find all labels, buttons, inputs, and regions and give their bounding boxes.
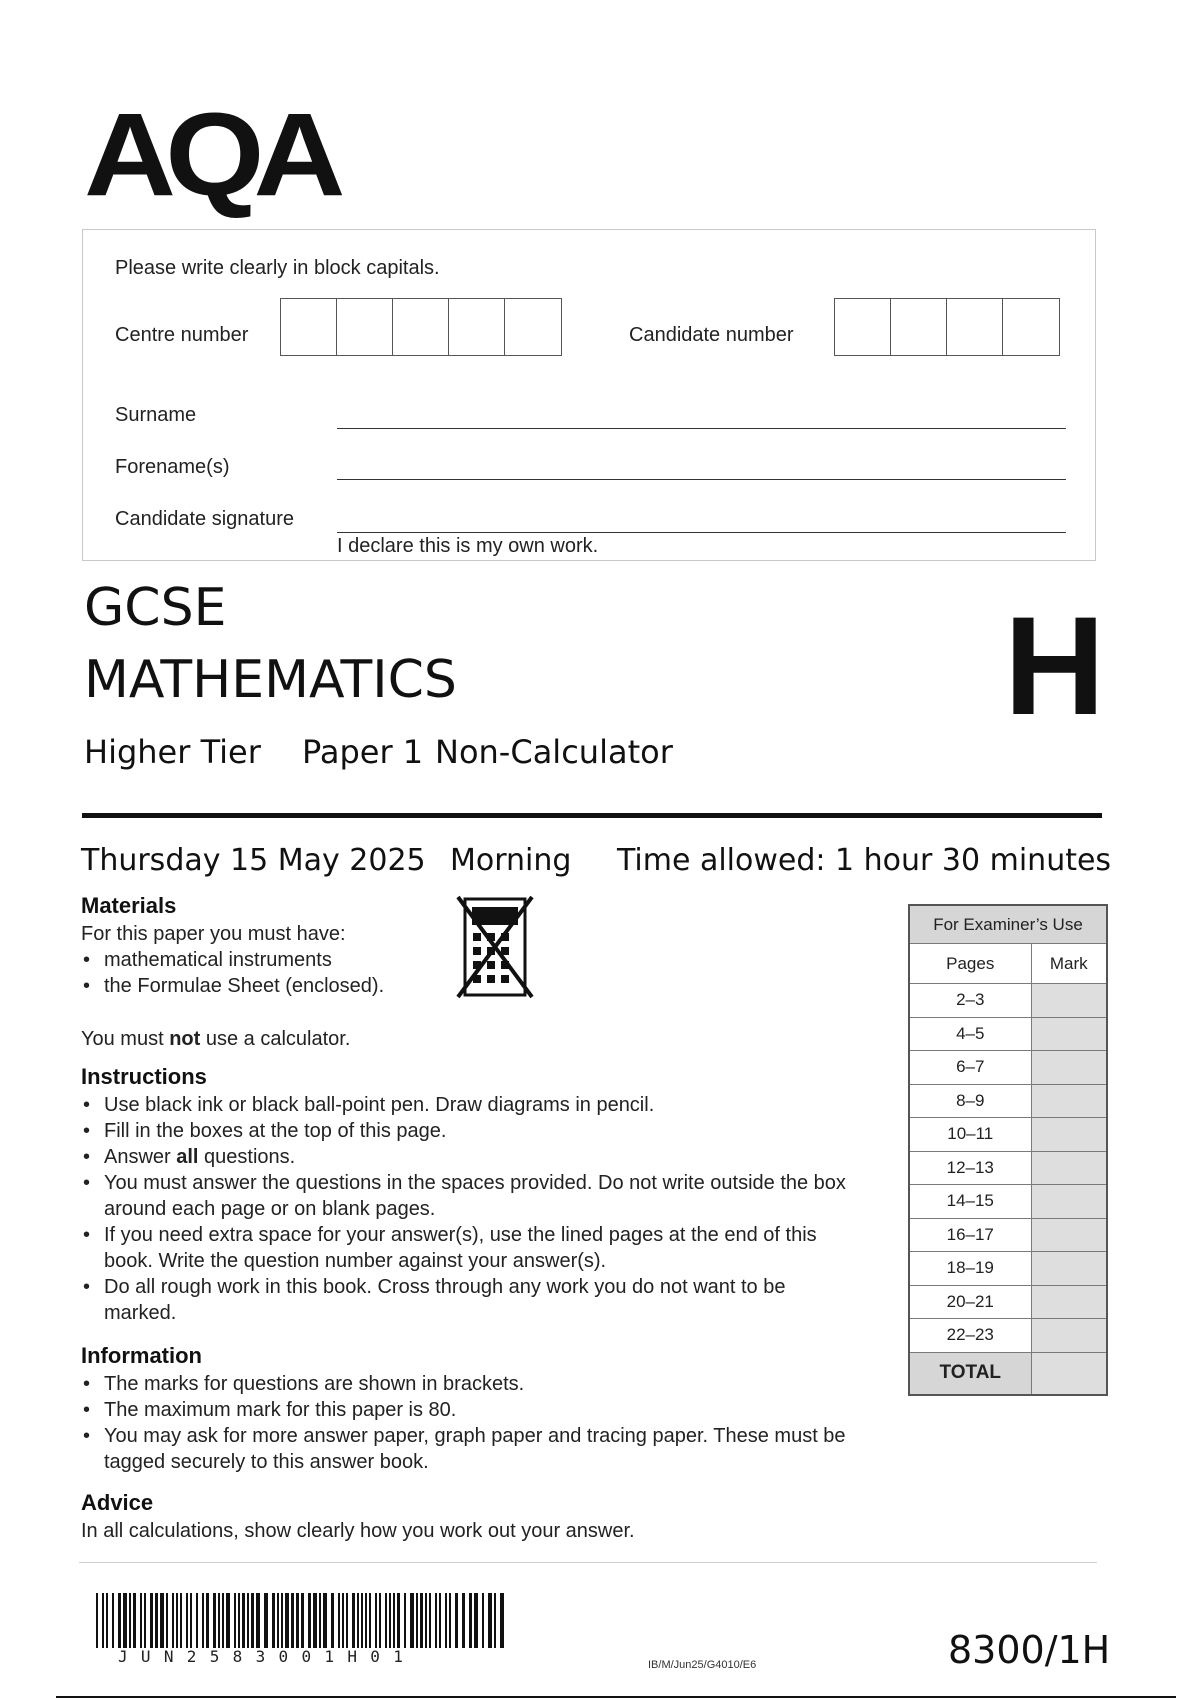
- table-row: 14–15: [909, 1185, 1107, 1219]
- barcode-bar: [222, 1593, 224, 1648]
- list-item: • the Formulae Sheet (enclosed).: [81, 973, 441, 999]
- barcode-bar: [123, 1593, 127, 1648]
- mark-cell: [1031, 1118, 1107, 1152]
- barcode-bar: [500, 1593, 504, 1648]
- tier-letter: H: [1004, 587, 1106, 744]
- table-row: 18–19: [909, 1252, 1107, 1286]
- calculator-note: You must not use a calculator.: [81, 1028, 351, 1050]
- exam-session: Morning: [450, 843, 572, 878]
- barcode-bar: [238, 1593, 240, 1648]
- barcode-bar: [277, 1593, 279, 1648]
- barcode-bar: [420, 1593, 423, 1648]
- barcode-bar: [346, 1593, 348, 1648]
- barcode-bar: [281, 1593, 283, 1648]
- barcode-bar: [166, 1593, 168, 1648]
- list-item: • You must answer the questions in the spaces provided. Do not write outside the box around each page or on blank pages.: [81, 1170, 851, 1222]
- barcode-bar: [365, 1593, 367, 1648]
- table-row: 2–3: [909, 984, 1107, 1018]
- list-item: • Do all rough work in this book. Cross through any work you do not want to be marked.: [81, 1274, 851, 1326]
- barcode-bar: [449, 1593, 451, 1648]
- barcode-bar: [129, 1593, 131, 1648]
- qualification-title: GCSE: [84, 578, 227, 638]
- examiner-use-table: [908, 904, 1108, 1396]
- list-item: • mathematical instruments: [81, 947, 441, 973]
- barcode-bar: [319, 1593, 321, 1648]
- total-row: [909, 1352, 1107, 1395]
- barcode-bar: [482, 1593, 484, 1648]
- barcode-bar: [172, 1593, 174, 1648]
- barcode-bar: [455, 1593, 458, 1648]
- barcode-bar: [176, 1593, 178, 1648]
- total-label: TOTAL: [909, 1352, 1031, 1395]
- barcode-bar: [313, 1593, 317, 1648]
- barcode-bar: [272, 1593, 275, 1648]
- barcode-bar: [96, 1593, 98, 1648]
- barcode-bar: [118, 1593, 121, 1648]
- barcode-bar: [301, 1593, 304, 1648]
- centre-number-digit[interactable]: [393, 299, 449, 355]
- mark-cell: [1031, 1319, 1107, 1353]
- list-item: • The maximum mark for this paper is 80.: [81, 1397, 851, 1423]
- barcode-bar: [186, 1593, 188, 1648]
- information-heading: Information: [81, 1343, 202, 1368]
- barcode-bar: [296, 1593, 299, 1648]
- aqa-logo: AQA: [84, 89, 335, 221]
- barcode-bar: [213, 1593, 216, 1648]
- total-mark-cell: [1031, 1352, 1107, 1395]
- barcode-bar: [393, 1593, 395, 1648]
- barcode-bar: [308, 1593, 311, 1648]
- barcode-bar: [385, 1593, 387, 1648]
- no-calculator-icon: [455, 893, 535, 1001]
- information-list: [81, 1371, 851, 1475]
- list-item: • Fill in the boxes at the top of this page.: [81, 1118, 851, 1144]
- document-reference: IB/M/Jun25/G4010/E6: [648, 1659, 757, 1671]
- barcode-bar: [488, 1593, 492, 1648]
- table-row: 12–13: [909, 1151, 1107, 1185]
- barcode-bar: [234, 1593, 236, 1648]
- barcode-bar: [102, 1593, 104, 1648]
- signature-field[interactable]: [337, 532, 1066, 533]
- barcode-bar: [218, 1593, 220, 1648]
- list-item: • You may ask for more answer paper, graph paper and tracing paper. These must be tagged securely to this answer book.: [81, 1423, 851, 1475]
- mark-cell: [1031, 1218, 1107, 1252]
- barcode-bar: [352, 1593, 355, 1648]
- table-row: 16–17: [909, 1218, 1107, 1252]
- exam-date: Thursday 15 May 2025: [81, 843, 426, 878]
- instructions-heading: Instructions: [81, 1064, 207, 1089]
- barcode-bar: [404, 1593, 406, 1648]
- surname-label: Surname: [115, 404, 197, 426]
- centre-number-digit[interactable]: [449, 299, 505, 355]
- centre-number-digit[interactable]: [281, 299, 337, 355]
- barcode-bar: [202, 1593, 204, 1648]
- surname-field[interactable]: [337, 428, 1066, 429]
- subject-title: MATHEMATICS: [84, 650, 457, 710]
- information-section: [81, 1343, 851, 1475]
- barcode-bar: [342, 1593, 344, 1648]
- mark-cell: [1031, 1051, 1107, 1085]
- forenames-field[interactable]: [337, 479, 1066, 480]
- mark-cell: [1031, 1252, 1107, 1286]
- barcode-bar: [410, 1593, 414, 1648]
- barcode-bar: [469, 1593, 472, 1648]
- barcode-text: JUN2583001H01: [118, 1647, 417, 1666]
- barcode-bar: [264, 1593, 268, 1648]
- barcode-bar: [180, 1593, 182, 1648]
- list-item: • If you need extra space for your answer(s), use the lined pages at the end of this book. Write the question number against your answer(s).: [81, 1222, 851, 1274]
- barcode-bar: [256, 1593, 260, 1648]
- barcode-bar: [435, 1593, 437, 1648]
- advice-section: [81, 1490, 851, 1544]
- barcode-bar: [338, 1593, 340, 1648]
- tier-label: Higher Tier: [84, 733, 261, 771]
- barcode-bar: [206, 1593, 209, 1648]
- declaration-text: I declare this is my own work.: [337, 535, 599, 557]
- mark-cell: [1031, 984, 1107, 1018]
- barcode-bar: [160, 1593, 164, 1648]
- barcode-bar: [285, 1593, 289, 1648]
- barcode-bar: [361, 1593, 363, 1648]
- advice-heading: Advice: [81, 1490, 154, 1515]
- barcode-bar: [429, 1593, 431, 1648]
- barcode-bar: [155, 1593, 158, 1648]
- mark-cell: [1031, 1017, 1107, 1051]
- table-row: 10–11: [909, 1118, 1107, 1152]
- list-item: • Use black ink or black ball-point pen. Draw diagrams in pencil.: [81, 1092, 851, 1118]
- barcode-bar: [331, 1593, 334, 1648]
- table-row: 8–9: [909, 1084, 1107, 1118]
- barcode-bar: [190, 1593, 192, 1648]
- barcode-bar: [242, 1593, 245, 1648]
- title-divider: [82, 813, 1102, 818]
- barcode-bar: [247, 1593, 249, 1648]
- table-row: 4–5: [909, 1017, 1107, 1051]
- barcode: [96, 1593, 508, 1650]
- block-capitals-instruction: Please write clearly in block capitals.: [115, 257, 440, 279]
- time-allowed: Time allowed: 1 hour 30 minutes: [617, 843, 1112, 878]
- instructions-section: [81, 1064, 851, 1326]
- barcode-bar: [106, 1593, 108, 1648]
- barcode-bar: [439, 1593, 441, 1648]
- mark-cell: [1031, 1151, 1107, 1185]
- candidate-number-boxes: [834, 298, 1060, 356]
- barcode-bar: [474, 1593, 478, 1648]
- barcode-bar: [140, 1593, 142, 1648]
- page-bottom-rule: [56, 1696, 1176, 1698]
- advice-text: In all calculations, show clearly how you work out your answer.: [81, 1520, 635, 1542]
- materials-heading: Materials: [81, 893, 177, 918]
- barcode-bar: [112, 1593, 114, 1648]
- barcode-bar: [226, 1593, 230, 1648]
- materials-list: [81, 947, 441, 999]
- barcode-bar: [133, 1593, 136, 1648]
- centre-number-digit[interactable]: [505, 299, 561, 355]
- barcode-bar: [379, 1593, 381, 1648]
- mark-cell: [1031, 1185, 1107, 1219]
- barcode-bar: [323, 1593, 327, 1648]
- calculator-label: Non-Calculator: [435, 733, 673, 771]
- candidate-number-digit[interactable]: [1003, 299, 1059, 355]
- centre-number-boxes: [280, 298, 562, 356]
- forenames-label: Forename(s): [115, 456, 230, 478]
- examiner-table-title: For Examiner’s Use: [909, 905, 1107, 944]
- centre-number-label: Centre number: [115, 324, 249, 346]
- barcode-bar: [416, 1593, 418, 1648]
- list-item: • The marks for questions are shown in brackets.: [81, 1371, 851, 1397]
- mark-cell: [1031, 1084, 1107, 1118]
- barcode-bar: [397, 1593, 400, 1648]
- barcode-bar: [251, 1593, 254, 1648]
- table-row: 22–23: [909, 1319, 1107, 1353]
- materials-section: [81, 893, 441, 999]
- pages-column-header: Pages: [909, 944, 1031, 984]
- candidate-number-digit[interactable]: [891, 299, 947, 355]
- table-row: 20–21: [909, 1285, 1107, 1319]
- paper-label: Paper 1: [302, 733, 424, 771]
- barcode-bar: [425, 1593, 427, 1648]
- table-row: 6–7: [909, 1051, 1107, 1085]
- barcode-bar: [150, 1593, 153, 1648]
- barcode-bar: [357, 1593, 359, 1648]
- signature-label: Candidate signature: [115, 508, 295, 530]
- list-item: • Answer all questions.: [81, 1144, 851, 1170]
- candidate-number-digit[interactable]: [947, 299, 1003, 355]
- barcode-bar: [291, 1593, 294, 1648]
- centre-number-digit[interactable]: [337, 299, 393, 355]
- barcode-bar: [445, 1593, 447, 1648]
- barcode-bar: [494, 1593, 496, 1648]
- materials-intro: For this paper you must have:: [81, 923, 346, 945]
- barcode-bar: [369, 1593, 371, 1648]
- barcode-bar: [462, 1593, 465, 1648]
- paper-code: 8300/1H: [948, 1628, 1111, 1672]
- candidate-number-digit[interactable]: [835, 299, 891, 355]
- barcode-bar: [144, 1593, 146, 1648]
- candidate-number-label: Candidate number: [629, 324, 794, 346]
- mark-cell: [1031, 1285, 1107, 1319]
- footer-divider: [79, 1562, 1097, 1563]
- instructions-list: [81, 1092, 851, 1326]
- barcode-bar: [196, 1593, 198, 1648]
- barcode-bar: [375, 1593, 377, 1648]
- barcode-bar: [389, 1593, 391, 1648]
- mark-column-header: Mark: [1031, 944, 1107, 984]
